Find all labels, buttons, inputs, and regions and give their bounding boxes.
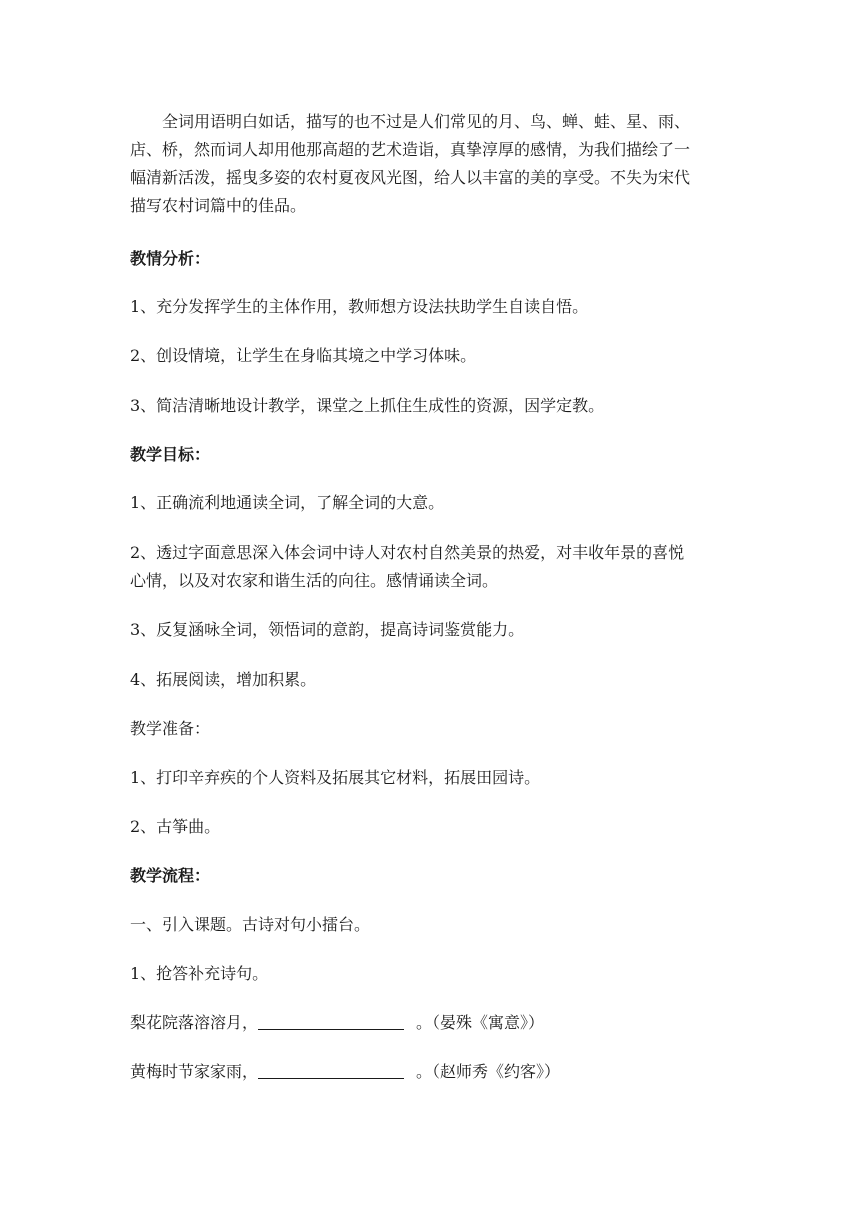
- goals-item: 4、拓展阅读，增加积累。: [130, 670, 317, 689]
- poem-question-prefix: 黄梅时节家家雨，: [130, 1062, 259, 1081]
- analysis-heading: 教情分析：: [130, 249, 211, 268]
- process-step: 一、引入课题。古诗对句小擂台。: [130, 915, 371, 934]
- analysis-item: 2、创设情境，让学生在身临其境之中学习体味。: [130, 346, 477, 365]
- process-substep: 1、抢答补充诗句。: [130, 964, 269, 983]
- poem-question: [130, 1009, 730, 1037]
- answer-blank[interactable]: [258, 1011, 404, 1030]
- prep-item: 2、古筝曲。: [130, 817, 221, 836]
- poem-question-prefix: 梨花院落溶溶月，: [130, 1013, 259, 1032]
- intro-line: 全词用语明白如话，描写的也不过是人们常见的月、鸟、蝉、蛙、星、雨、: [162, 112, 691, 131]
- process-heading: 教学流程：: [130, 866, 211, 885]
- intro-paragraph: [130, 108, 730, 220]
- goals-item: 1、正确流利地通读全词，了解全词的大意。: [130, 493, 445, 512]
- intro-line: 店、桥，然而词人却用他那高超的艺术造诣，真挚淳厚的感情，为我们描绘了一: [130, 140, 691, 159]
- goals-item-line: 2、透过字面意思深入体会词中诗人对农村自然美景的热爱，对丰收年景的喜悦: [130, 543, 685, 562]
- goals-item-line: 心情，以及对农家和谐生活的向往。感情诵读全词。: [130, 571, 499, 590]
- poem-question: [130, 1058, 730, 1086]
- prep-heading: 教学准备：: [130, 719, 211, 738]
- prep-item: 1、打印辛弃疾的个人资料及拓展其它材料，拓展田园诗。: [130, 768, 541, 787]
- poem-question-source: 。（赵师秀《约客》）: [416, 1062, 561, 1081]
- intro-line: 描写农村词篇中的佳品。: [130, 196, 307, 215]
- analysis-item: 1、充分发挥学生的主体作用，教师想方设法扶助学生自读自悟。: [130, 297, 589, 316]
- goals-item: [130, 539, 730, 595]
- goals-item: 3、反复涵咏全词，领悟词的意韵，提高诗词鉴赏能力。: [130, 620, 525, 639]
- analysis-item: 3、简洁清晰地设计教学，课堂之上抓住生成性的资源，因学定教。: [130, 396, 605, 415]
- poem-question-source: 。（晏殊《寓意》）: [416, 1013, 545, 1032]
- answer-blank[interactable]: [258, 1060, 404, 1079]
- goals-heading: 教学目标：: [130, 445, 211, 464]
- intro-line: 幅清新活泼，摇曳多姿的农村夏夜风光图，给人以丰富的美的享受。不失为宋代: [130, 168, 691, 187]
